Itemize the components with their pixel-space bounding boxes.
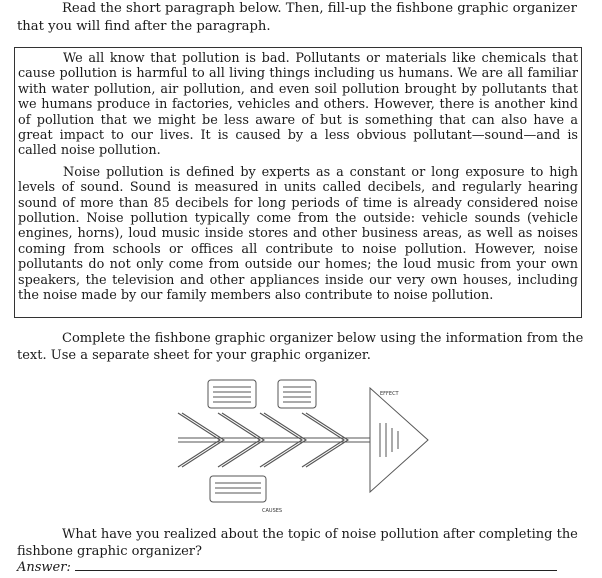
cause-box-bottom-1 <box>210 476 266 502</box>
answer-label: Answer: <box>17 560 71 575</box>
cause-box-top-1 <box>208 380 256 408</box>
fishbone-bones <box>178 413 370 467</box>
cause-box-top-2 <box>278 380 316 408</box>
reading-passage-box <box>14 47 582 318</box>
fishbone-diagram <box>170 378 430 518</box>
answer-row <box>17 557 557 576</box>
effect-label: EFFECT <box>380 391 399 397</box>
causes-label: CAUSES <box>262 508 283 514</box>
instructions-bottom: Complete the fishbone graphic organizer below using the information from the text. Use a separate sheet for your graphic organizer. <box>17 331 584 363</box>
reflection-question: What have you realized about the topic of noise pollution after completing the fishbone graphic organizer? <box>17 527 578 559</box>
instructions-top: Read the short paragraph below. Then, fill-up the fishbone graphic organizer that you will find after the paragraph. <box>17 1 577 34</box>
effect-head <box>370 388 428 492</box>
passage-paragraph-1: We all know that pollution is bad. Pollutants or materials like chemicals that cause pollution is harmful to all living things including us humans. We are all familiar with water pollution, air pollution, and even soil pollution brought by pollutants that we humans produce in factories, vehicles and others. However, there is another kind of pollution that we might be less aware of but is something that can also have a great impact to our lives. It is caused by a less obvious pollutant—sound—and is called noise pollution. <box>18 51 578 159</box>
answer-line[interactable] <box>75 557 557 571</box>
passage-paragraph-2: Noise pollution is defined by experts as a constant or long exposure to high levels of sound. Sound is measured in units called decibels, and regularly hearing sound of more than 85 decibels for long periods of time is already considered noise pollution. Noise pollution typically come from the outside: vehicle sounds (vehicle engines, horns), loud music inside stores and other business areas, as well as noises coming from schools or offices all contribute to noise pollution. However, noise pollutants do not only come from outside our homes; the loud music from your own speakers, the television and other appliances inside our very own houses, including the noise made by our family members also contribute to noise pollution. <box>18 164 578 304</box>
